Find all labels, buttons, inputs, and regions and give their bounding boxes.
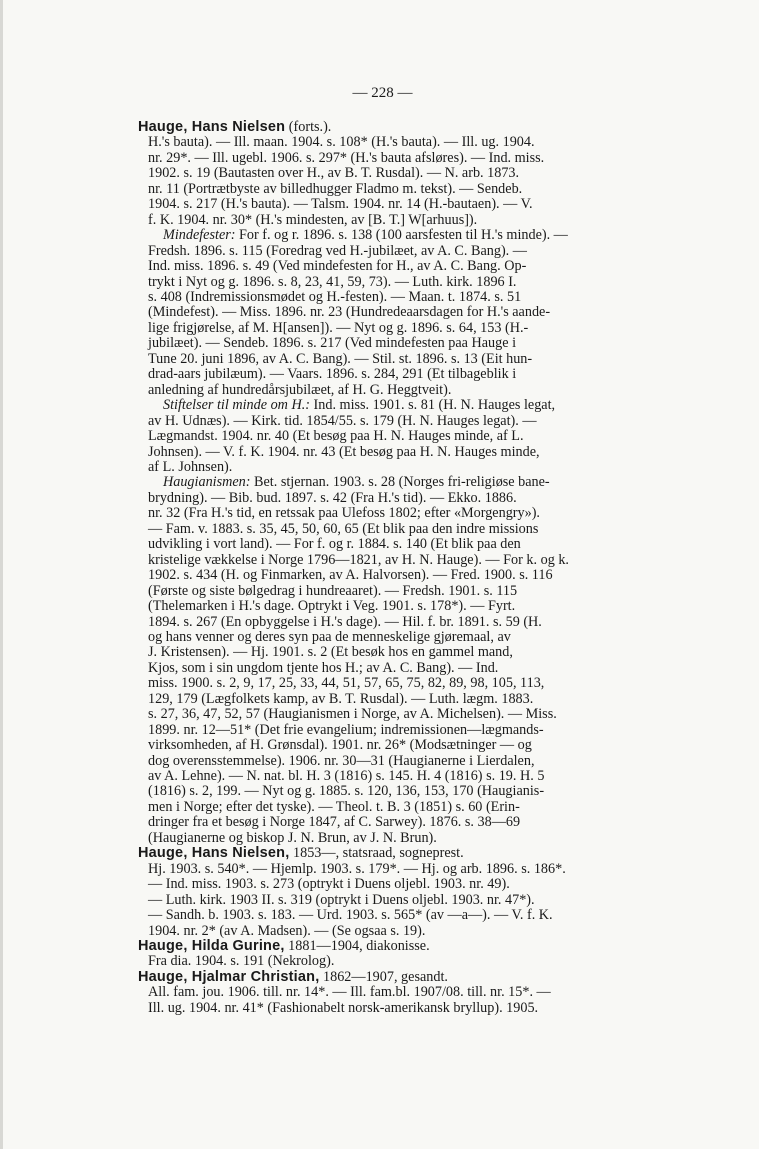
- entry-line: [138, 135, 703, 150]
- entry-line: [138, 522, 703, 537]
- entry-line: [138, 166, 703, 181]
- section-label: Mindefester:: [163, 228, 236, 244]
- bibliography-entry: [138, 120, 703, 846]
- text-run: Ind. miss. 1901. s. 81 (H. N. Hauges legat,: [309, 398, 556, 414]
- entry-line: [138, 738, 703, 753]
- entry-line: [138, 290, 703, 305]
- entry-line: [138, 151, 703, 166]
- page-number: — 228 —: [352, 85, 413, 101]
- entry-heading-line: [138, 846, 703, 861]
- entry-line: [138, 553, 703, 568]
- text-run: Fredsh. 1896. s. 115 (Foredrag ved H.-jubilæet, av A. C. Bang). —: [148, 243, 527, 259]
- section-label: Stiftelser til minde om H.:: [163, 398, 310, 414]
- entry-line: [138, 352, 703, 367]
- entry-line: [138, 862, 703, 877]
- entry-line: [138, 815, 703, 830]
- text-run: drad-aars jubilæum). — Vaars. 1896. s. 284, 291 (Et tilbageblik i: [148, 367, 517, 383]
- entry-line: [138, 228, 703, 243]
- entry-line: [138, 800, 703, 815]
- entry-line: [138, 908, 703, 923]
- entry-line: [138, 630, 703, 645]
- entry-line: [138, 429, 703, 444]
- text-run: Hj. 1903. s. 540*. — Hjemlp. 1903. s. 179*. — Hj. og arb. 1896. s. 186*.: [148, 861, 566, 877]
- text-run: 1902. s. 19 (Bautasten over H., av B. T. Rusdal). — N. arb. 1873.: [148, 166, 520, 182]
- entry-heading-line: [138, 939, 703, 954]
- entry-line: [138, 506, 703, 521]
- text-run: anledning af hundredårsjubilæet, af H. G. Heggtveit).: [148, 382, 452, 398]
- text-run: 1881—1904, diakonisse.: [284, 939, 430, 955]
- entry-line: [138, 568, 703, 583]
- entry-line: [138, 1001, 703, 1016]
- text-run: s. 408 (Indremissionsmødet og H.-festen). — Maan. t. 1874. s. 51: [148, 289, 522, 305]
- text-run: f. K. 1904. nr. 30* (H.'s mindesten, av [B. T.] W[arhuus]).: [148, 212, 478, 228]
- entry-line: [138, 769, 703, 784]
- entry-line: [138, 383, 703, 398]
- text-run: Lægmandst. 1904. nr. 40 (Et besøg paa H. N. Hauges minde, af L.: [148, 429, 524, 445]
- entry-line: [138, 676, 703, 691]
- entry-line: [138, 213, 703, 228]
- text-run: dog overensstemmelse). 1906. nr. 30—31 (Haugianerne i Lierdalen,: [148, 753, 535, 769]
- entry-line: [138, 599, 703, 614]
- text-run: (forts.).: [285, 120, 332, 135]
- entry-line: [138, 305, 703, 320]
- entry-headword: Hauge, Hjalmar Christian,: [138, 969, 320, 985]
- text-run: lige frigjørelse, af M. H[ansen]). — Nyt og g. 1896. s. 64, 153 (H.-: [148, 320, 529, 336]
- entry-line: [138, 244, 703, 259]
- entry-line: [138, 259, 703, 274]
- text-run: (Thelemarken i H.'s dage. Optrykt i Veg. 1901. s. 178*). — Fyrt.: [148, 599, 516, 615]
- text-run: 1853—, statsraad, sogneprest.: [289, 846, 464, 862]
- entry-line: [138, 182, 703, 197]
- text-run: men i Norge; efter det tyske). — Theol. t. B. 3 (1851) s. 60 (Erin-: [148, 799, 520, 815]
- text-run: Kjos, som i sin ungdom tjente hos H.; av A. C. Bang). — Ind.: [148, 660, 499, 676]
- text-run: av A. Lehne). — N. nat. bl. H. 3 (1816) s. 145. H. 4 (1816) s. 19. H. 5: [148, 769, 545, 785]
- entry-line: [138, 584, 703, 599]
- entry-line: [138, 414, 703, 429]
- entry-headword: Hauge, Hans Nielsen: [138, 120, 286, 135]
- entry-line: [138, 784, 703, 799]
- text-run: nr. 32 (Fra H.'s tid, en retssak paa Ulefoss 1802; efter «Morgengry»).: [148, 506, 540, 522]
- text-run: For f. og r. 1896. s. 138 (100 aarsfesten til H.'s minde). —: [235, 228, 568, 244]
- entry-line: [138, 661, 703, 676]
- text-run: 1862—1907, gesandt.: [319, 969, 448, 985]
- text-run: trykt i Nyt og g. 1896. s. 8, 23, 41, 59, 73). — Luth. kirk. 1896 I.: [148, 274, 517, 290]
- bibliography-entry: [138, 846, 703, 939]
- entry-line: [138, 197, 703, 212]
- text-run: (Første og siste bølgedrag i hundreaaret). — Fredsh. 1901. s. 115: [148, 583, 518, 599]
- text-run: (Haugianerne og biskop J. N. Brun, av J. N. Brun).: [148, 830, 437, 846]
- bibliography-entry: [138, 939, 703, 970]
- section-label: Haugianismen:: [163, 475, 251, 491]
- text-run: nr. 11 (Portrætbyste av billedhugger Fladmo m. tekst). — Sendeb.: [148, 181, 523, 197]
- entry-line: [138, 475, 703, 490]
- entry-line: [138, 398, 703, 413]
- entry-line: [138, 321, 703, 336]
- entry-line: [138, 707, 703, 722]
- text-run: brydning). — Bib. bud. 1897. s. 42 (Fra H.'s tid). — Ekko. 1886.: [148, 490, 517, 506]
- entry-headword: Hauge, Hilda Gurine,: [138, 939, 285, 955]
- text-run: 1899. nr. 12—51* (Det frie evangelium; indremissionen—lægmands-: [148, 722, 544, 738]
- text-run: Ind. miss. 1896. s. 49 (Ved mindefesten for H., av A. C. Bang. Op-: [148, 259, 527, 275]
- text-run: s. 27, 36, 47, 52, 57 (Haugianismen i Norge, av A. Michelsen). — Miss.: [148, 707, 557, 723]
- entry-line: [138, 336, 703, 351]
- text-run: J. Kristensen). — Hj. 1901. s. 2 (Et besøk hos en gammel mand,: [148, 645, 513, 661]
- text-run: virksomheden, af H. Grønsdal). 1901. nr. 26* (Modsætninger — og: [148, 738, 532, 754]
- text-run: — Luth. kirk. 1903 II. s. 319 (optrykt i Duens oljebl. 1903. nr. 47*).: [148, 892, 535, 908]
- text-run: Fra dia. 1904. s. 191 (Nekrolog).: [148, 954, 335, 970]
- text-run: 1894. s. 267 (En opbyggelse i H.'s dage). — Hil. f. br. 1891. s. 59 (H.: [148, 614, 542, 630]
- text-run: All. fam. jou. 1906. till. nr. 14*. — Ill. fam.bl. 1907/08. till. nr. 15*. —: [148, 985, 551, 1001]
- text-run: miss. 1900. s. 2, 9, 17, 25, 33, 44, 51, 57, 65, 75, 82, 89, 98, 105, 113,: [148, 676, 545, 692]
- entry-line: [138, 723, 703, 738]
- text-run: H.'s bauta). — Ill. maan. 1904. s. 108* (H.'s bauta). — Ill. ug. 1904.: [148, 135, 535, 151]
- text-run: dringer fra et besøg i Norge 1847, af C. Sarwey). 1876. s. 38—69: [148, 815, 521, 831]
- text-run: af L. Johnsen).: [148, 459, 233, 475]
- entry-line: [138, 460, 703, 475]
- entry-heading-line: [138, 970, 703, 985]
- entry-line: [138, 692, 703, 707]
- entry-line: [138, 491, 703, 506]
- text-run: — Ind. miss. 1903. s. 273 (optrykt i Duens oljebl. 1903. nr. 49).: [148, 877, 510, 893]
- bibliography-text: [138, 120, 703, 1016]
- text-run: jubilæet). — Sendeb. 1896. s. 217 (Ved mindefesten paa Hauge i: [148, 336, 517, 352]
- text-run: Johnsen). — V. f. K. 1904. nr. 43 (Et besøg paa H. N. Hauges minde,: [148, 444, 540, 460]
- entry-line: [138, 877, 703, 892]
- entry-line: [138, 831, 703, 846]
- text-run: 1904. s. 217 (H.'s bauta). — Talsm. 1904. nr. 14 (H.-bautaen). — V.: [148, 197, 533, 213]
- text-run: — Fam. v. 1883. s. 35, 45, 50, 60, 65 (Et blik paa den indre missions: [148, 521, 539, 537]
- text-run: (1816) s. 2, 199. — Nyt og g. 1885. s. 120, 136, 153, 170 (Haugianis-: [148, 784, 545, 800]
- text-run: — Sandh. b. 1903. s. 183. — Urd. 1903. s. 565* (av —a—). — V. f. K.: [148, 908, 553, 924]
- entry-line: [138, 615, 703, 630]
- entry-line: [138, 924, 703, 939]
- entry-line: [138, 985, 703, 1000]
- entry-line: [138, 893, 703, 908]
- entry-line: [138, 645, 703, 660]
- text-run: 1902. s. 434 (H. og Finmarken, av A. Halvorsen). — Fred. 1900. s. 116: [148, 568, 553, 584]
- text-run: og hans venner og deres syn paa de menneskelige gjøremaal, av: [148, 629, 511, 645]
- entry-line: [138, 754, 703, 769]
- text-run: kristelige vækkelse i Norge 1796—1821, av H. N. Hauge). — For k. og k.: [148, 552, 569, 568]
- text-run: Tune 20. juni 1896, av A. C. Bang). — Stil. st. 1896. s. 13 (Eit hun-: [148, 351, 533, 367]
- bibliography-entry: [138, 970, 703, 1016]
- text-run: nr. 29*. — Ill. ugebl. 1906. s. 297* (H.'s bauta afsløres). — Ind. miss.: [148, 150, 545, 166]
- entry-heading-line: [138, 120, 703, 135]
- entry-line: [138, 275, 703, 290]
- entry-line: [138, 367, 703, 382]
- entry-headword: Hauge, Hans Nielsen,: [138, 846, 290, 862]
- entry-line: [138, 445, 703, 460]
- text-run: av H. Udnæs). — Kirk. tid. 1854/55. s. 179 (H. N. Hauges legat). —: [148, 413, 537, 429]
- text-run: 129, 179 (Lægfolkets kamp, av B. T. Rusdal). — Luth. lægm. 1883.: [148, 691, 534, 707]
- text-run: (Mindefest). — Miss. 1896. nr. 23 (Hundredeaarsdagen for H.'s aande-: [148, 305, 551, 321]
- text-run: udvikling i vort land). — For f. og r. 1884. s. 140 (Et blik paa den: [148, 537, 521, 553]
- entry-line: [138, 954, 703, 969]
- text-run: Ill. ug. 1904. nr. 41* (Fashionabelt norsk-amerikansk bryllup). 1905.: [148, 1000, 539, 1016]
- text-run: Bet. stjernan. 1903. s. 28 (Norges fri-religiøse bane-: [250, 475, 550, 491]
- entry-line: [138, 537, 703, 552]
- text-run: 1904. nr. 2* (av A. Madsen). — (Se ogsaa s. 19).: [148, 923, 426, 939]
